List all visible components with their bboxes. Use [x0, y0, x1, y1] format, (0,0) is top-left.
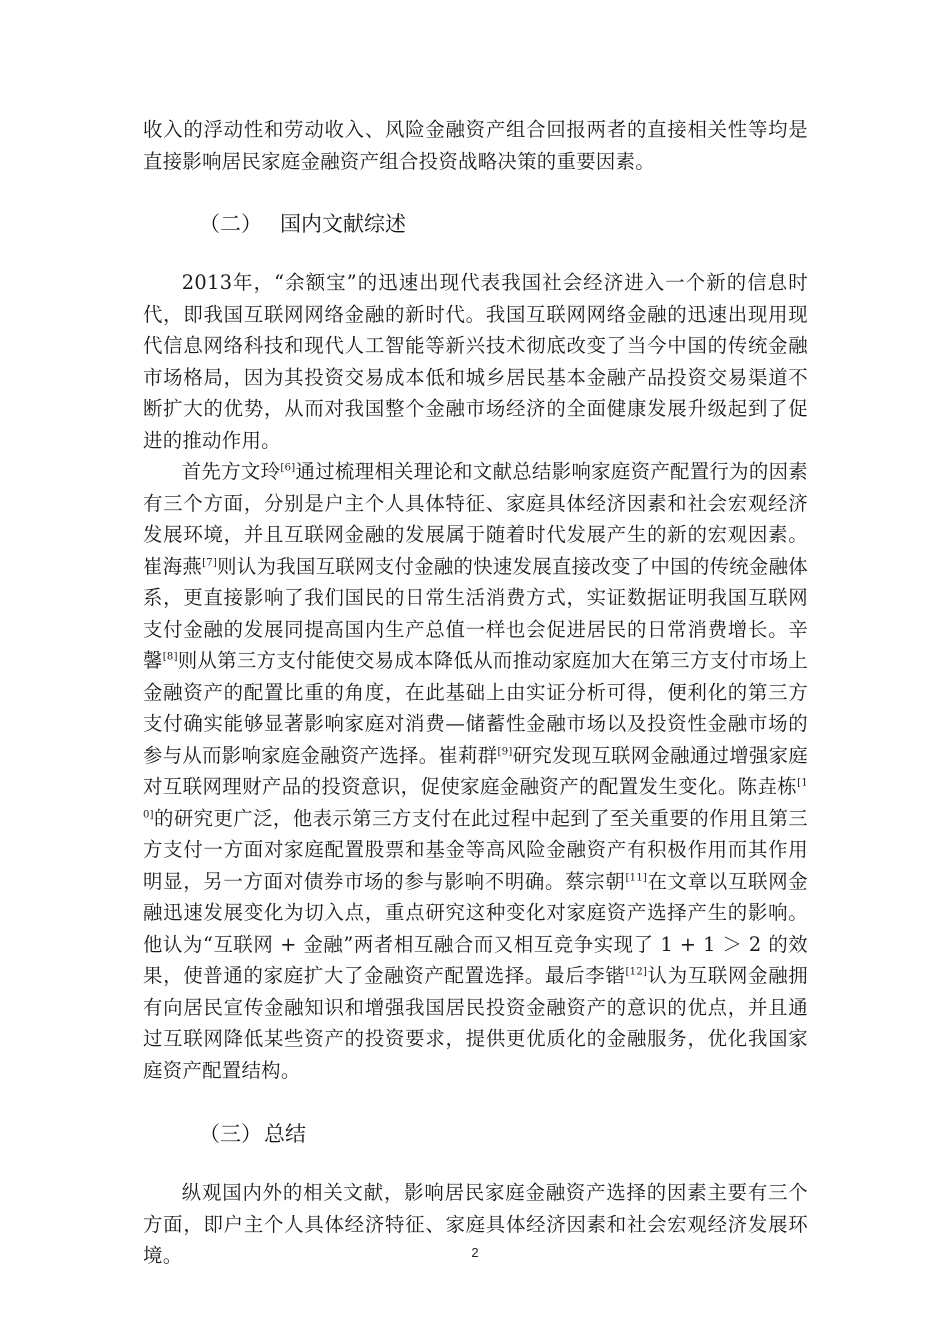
- text-run: 则认为我国互联网支付金融的快速发展直接改变了中国的传统金融体系，更直接影响了我们国民的日常生活消费方式，实证数据证明我国互联网支付金融的发展同提高国内生产总值一样也会促进居民的日常消费增长。辛馨: [143, 554, 809, 672]
- text-run: 则从第三方支付能使交易成本降低从而推动家庭加大在第三方支付市场上金融资产的配置比重的角度，在此基础上由实证分析可得，便利化的第三方支付确实能够显著影响家庭对消费—储蓄性金融市场以及投资性金融市场的参与从而影响家庭金融资产选择。崔莉群: [143, 649, 808, 767]
- paragraph-continuation: 收入的浮动性和劳动收入、风险金融资产组合回报两者的直接相关性等均是直接影响居民家庭金融资产组合投资战略决策的重要因素。: [143, 118, 808, 173]
- page-number: 2: [471, 1245, 479, 1260]
- citation-8: [8]: [162, 651, 178, 663]
- paragraph-literature: [143, 456, 808, 1086]
- citation-7: [7]: [202, 557, 218, 569]
- text-run: 研究发现互联网金融通过增强家庭对互联网理财产品的投资意识，促使家庭金融资产的配置发生变化。陈垚栋: [143, 743, 808, 798]
- section-number: （三）: [199, 1122, 262, 1146]
- section-title: 总结: [264, 1122, 306, 1146]
- section-heading-2: [143, 208, 808, 240]
- paragraph-summary: 纵观国内外的相关文献，影响居民家庭金融资产选择的因素主要有三个方面，即户主个人具体经济特征、家庭具体经济因素和社会宏观经济发展环境。: [143, 1181, 808, 1267]
- citation-6: [6]: [280, 462, 296, 474]
- citation-11: [11]: [625, 872, 648, 884]
- paragraph-2013: 2013年，“余额宝”的迅速出现代表我国社会经济进入一个新的信息时代，即我国互联网网络金融的新时代。我国互联网网络金融的迅速出现用现代信息网络科技和现代人工智能等新兴技术彻底改变了当今中国的传统金融市场格局，因为其投资交易成本低和城乡居民基本金融产品投资交易渠道不断扩大的优势，从而对我国整个金融市场经济的全面健康发展升级起到了促进的推动作用。: [143, 271, 808, 452]
- section-title: 国内文献综述: [280, 212, 406, 236]
- text-run: 在文章以互联网金融迅速发展变化为切入点，重点研究这种变化对家庭资产选择产生的影响。他认为“互联网 + 金融”两者相互融合而又相互竞争实现了 1 + 1 ＞ 2 的效果，使普通的家庭扩大了金融资产配置选择。最后李锴: [143, 869, 809, 987]
- citation-9: [9]: [497, 746, 513, 758]
- text-run: 通过梳理相关理论和文献总结影响家庭资产配置行为的因素有三个方面，分别是户主个人具体特征、家庭具体经济因素和社会宏观经济发展环境，并且互联网金融的发展属于随着时代发展产生的新的宏观因素。崔海燕: [143, 460, 808, 578]
- text-run: 认为互联网金融拥有向居民宣传金融知识和增强我国居民投资金融资产的意识的优点，并且通过互联网降低某些资产的投资要求，提供更优质化的金融服务，优化我国家庭资产配置结构。: [143, 964, 809, 1082]
- text-run: 首先方文玲: [181, 460, 281, 483]
- citation-12: [12]: [625, 966, 648, 978]
- page-content: [143, 114, 808, 1272]
- text-run: 的研究更广泛，他表示第三方支付在此过程中起到了至关重要的作用且第三方支付一方面对家庭配置股票和基金等高风险金融资产有积极作用而其作用明显，另一方面对债券市场的参与影响不明确。蔡宗朝: [143, 806, 808, 893]
- citation-10: [10]: [143, 777, 808, 821]
- section-number: （二）: [199, 212, 262, 236]
- section-heading-3: [143, 1118, 808, 1150]
